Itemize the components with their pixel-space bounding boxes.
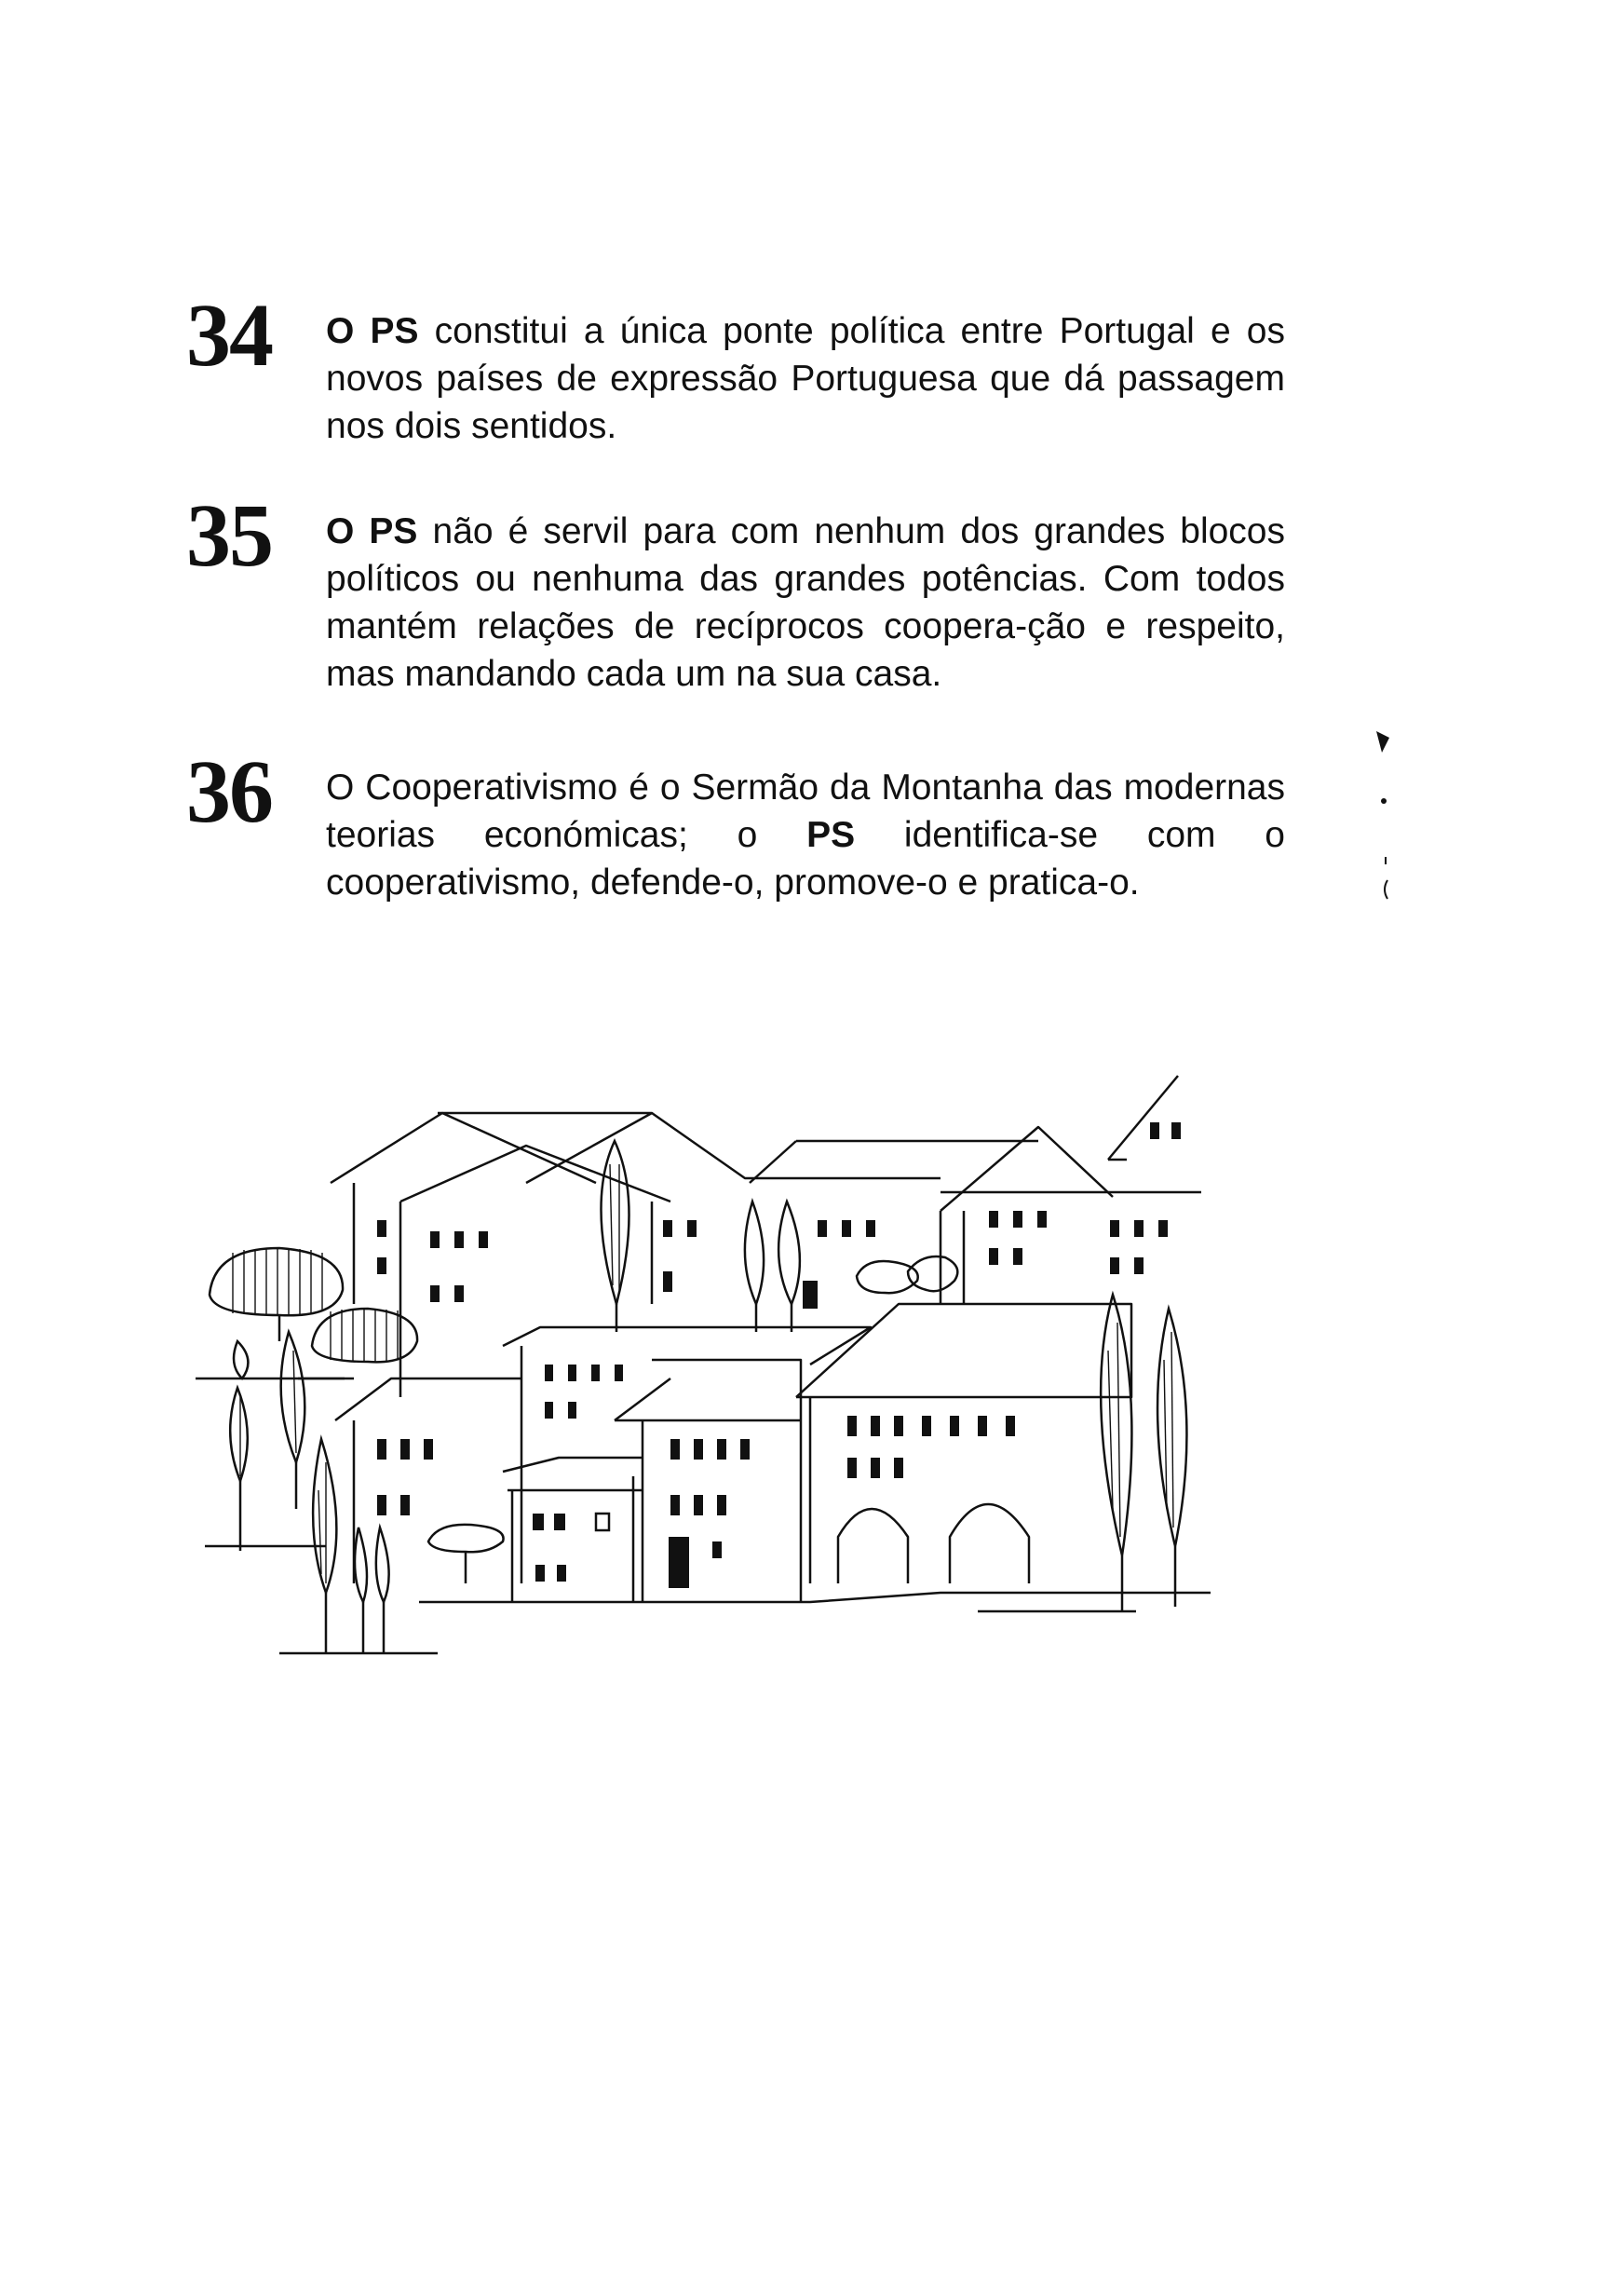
point-body-end: identifica-se com o cooperativismo, defende-o, promove-o e pratica-o. [326, 815, 1285, 903]
party-name: PS [806, 815, 856, 855]
point-body: constitui a única ponte política entre Portugal e os novos países de expressão Portuguesa que dá passagem nos dois sentidos. [326, 311, 1285, 446]
point-number: 36 [186, 741, 272, 841]
point-body: não é servil para com nenhum dos grandes blocos políticos ou nenhuma das grandes potências. Com todos mantém relações de recíprocos coopera-ção e respeito, mas mandando cada um na sua casa. [326, 511, 1285, 694]
point-text [326, 307, 1285, 450]
point-number: 34 [186, 285, 272, 385]
village-illustration [0, 1006, 1624, 1695]
point-number: 35 [186, 485, 272, 585]
point-text [326, 764, 1285, 906]
party-name: O PS [326, 511, 418, 551]
margin-marks [1369, 727, 1406, 913]
point-text [326, 508, 1285, 698]
party-name: O PS [326, 311, 419, 351]
point-body-start: O Cooperativismo é o Sermão da Montanha das modernas teorias económicas; o [326, 767, 1285, 855]
